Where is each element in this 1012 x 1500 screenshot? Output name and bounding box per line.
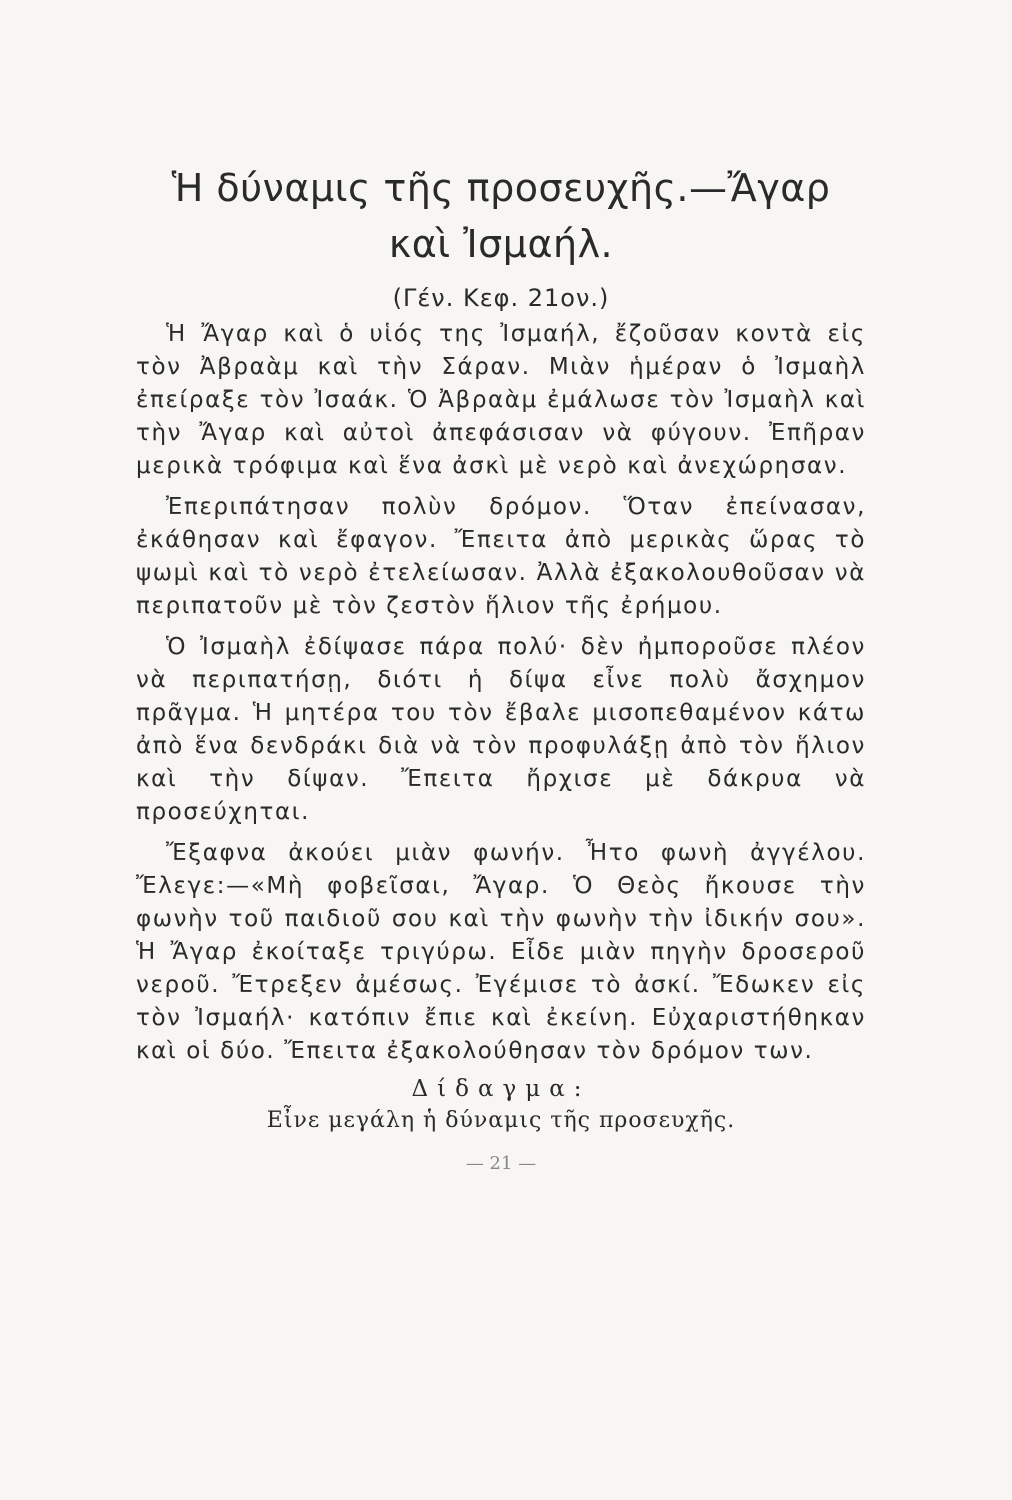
paragraph-4: Ἔξαφνα ἀκούει μιὰν φωνήν. Ἦτο φωνὴ ἀγγέλου. Ἔλεγε:—«Μὴ φοβεῖσαι, Ἄγαρ. Ὁ Θεὸς ἤκουσε τὴν φωνὴν τοῦ παιδιοῦ σου καὶ τὴν φωνὴν τὴν ἰδικήν σου». Ἡ Ἄγαρ ἐκοίταξε τριγύρω. Εἶδε μιὰν πηγὴν δροσεροῦ νεροῦ. Ἔτρεξεν ἀμέσως. Ἐγέμισε τὸ ἀσκί. Ἔδωκεν εἰς τὸν Ἰσμαήλ· κατόπιν ἔπιε καὶ ἐκείνη. Εὐχαριστήθηκαν καὶ οἱ δύο. Ἔπειτα ἐξακολούθησαν τὸν δρόμον των.: [136, 840, 866, 1064]
scripture-reference: (Γέν. Κεφ. 21ον.): [392, 284, 610, 312]
paragraph-1: Ἡ Ἄγαρ καὶ ὁ υἱός της Ἰσμαήλ, ἔζοῦσαν κοντὰ εἰς τὸν Ἀβραὰμ καὶ τὴν Σάραν. Μιὰν ἡμέραν ὁ Ἰσμαὴλ ἐπείραξε τὸν Ἰσαάκ. Ὁ Ἀβραὰμ ἐμάλωσε τὸν Ἰσμαὴλ καὶ τὴν Ἄγαρ καὶ αὐτοὶ ἀπεφάσισαν νὰ φύγουν. Ἐπῆραν μερικὰ τρόφιμα καὶ ἕνα ἀσκὶ μὲ νερὸ καὶ ἀνεχώρησαν.: [136, 321, 866, 479]
page-number: — 21 —: [465, 1153, 537, 1174]
chapter-title: [136, 160, 866, 272]
chapter-title-line1: Ἡ δύναμις τῆς προσευχῆς.—Ἄγαρ: [171, 166, 831, 210]
paragraph-2: Ἐπεριπάτησαν πολὺν δρόμον. Ὅταν ἐπείνασαν, ἐκάθησαν καὶ ἔφαγον. Ἔπειτα ἀπὸ μερικὰς ὥρας τὸ ψωμὶ καὶ τὸ νερὸ ἐτελείωσαν. Ἀλλὰ ἐξακολουθοῦσαν νὰ περιπατοῦν μὲ τὸν ζεστὸν ἥλιον τῆς ἐρήμου.: [136, 494, 866, 619]
page-content: [136, 160, 866, 1174]
paragraph-3: Ὁ Ἰσμαὴλ ἐδίψασε πάρα πολύ· δὲν ἠμποροῦσε πλέον νὰ περιπατήσῃ, διότι ἡ δίψα εἶνε πολὺ ἄσχημον πρᾶγμα. Ἡ μητέρα του τὸν ἔβαλε μισοπεθαμένον κάτω ἀπὸ ἕνα δενδράκι διὰ νὰ τὸν προφυλάξῃ ἀπὸ τὸν ἥλιον καὶ τὴν δίψαν. Ἔπειτα ἤρχισε μὲ δάκρυα νὰ προσεύχηται.: [136, 634, 866, 825]
chapter-title-line2: καὶ Ἰσμαήλ.: [388, 222, 614, 266]
lesson-heading: Δίδαγμα:: [411, 1076, 591, 1102]
lesson-text: Εἶνε μεγάλη ἡ δύναμις τῆς προσευχῆς.: [266, 1108, 736, 1133]
